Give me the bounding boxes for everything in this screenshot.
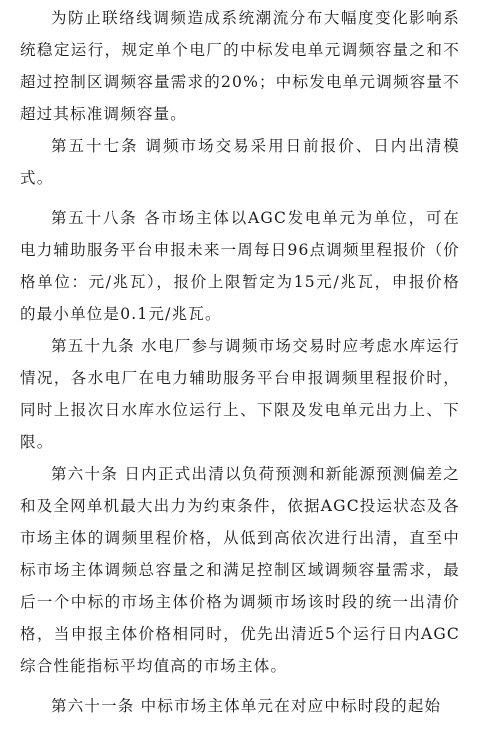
paragraph-text: 调频市场交易采用日前报价、日内出清模式。: [20, 137, 460, 187]
paragraph-article-61: [20, 690, 460, 722]
article-number: 第五十八条: [51, 209, 138, 227]
paragraph-text: 各市场主体以AGC发电单元为单位，可在电力辅助服务平台申报未来一周每日96点调频里程报价（价格单位：元/兆瓦），报价上限暂定为15元/兆瓦，申报价格的最小单位是0.1元/兆瓦。: [20, 209, 460, 323]
paragraph-article-57: [20, 130, 460, 194]
article-number: 第五十九条: [51, 337, 135, 355]
paragraph-grid-frequency-limit: [20, 2, 460, 130]
paragraph-article-58: [20, 202, 460, 330]
article-number: 第六十条: [51, 465, 119, 483]
paragraph-text: 日内正式出清以负荷预测和新能源预测偏差之和及全网单机最大出力为约束条件，依据AGC投运状态及各市场主体的调频里程价格，从低到高依次进行出清，直至中标市场主体调频总容量之和满足控制区域调频容量需求，最后一个中标的市场主体价格为调频市场该时段的统一出清价格，当申报主体价格相同时，优先出清近5个运行日内AGC综合性能指标平均值高的市场主体。: [20, 465, 460, 675]
paragraph-text: 中标市场主体单元在对应中标时段的起始: [140, 697, 442, 715]
paragraph-article-60: [20, 458, 460, 682]
article-number: 第五十七条: [51, 137, 139, 155]
paragraph-article-59: [20, 330, 460, 458]
paragraph-text: 为防止联络线调频造成系统潮流分布大幅度变化影响系统稳定运行，规定单个电厂的中标发电单元调频容量之和不超过控制区调频容量需求的20%；中标发电单元调频容量不超过其标准调频容量。: [20, 9, 460, 123]
paragraph-text: 水电厂参与调频市场交易时应考虑水库运行情况，各水电厂在电力辅助服务平台申报调频里程报价时，同时上报次日水库水位运行上、下限及发电单元出力上、下限。: [20, 337, 460, 451]
article-number: 第六十一条: [51, 697, 135, 715]
